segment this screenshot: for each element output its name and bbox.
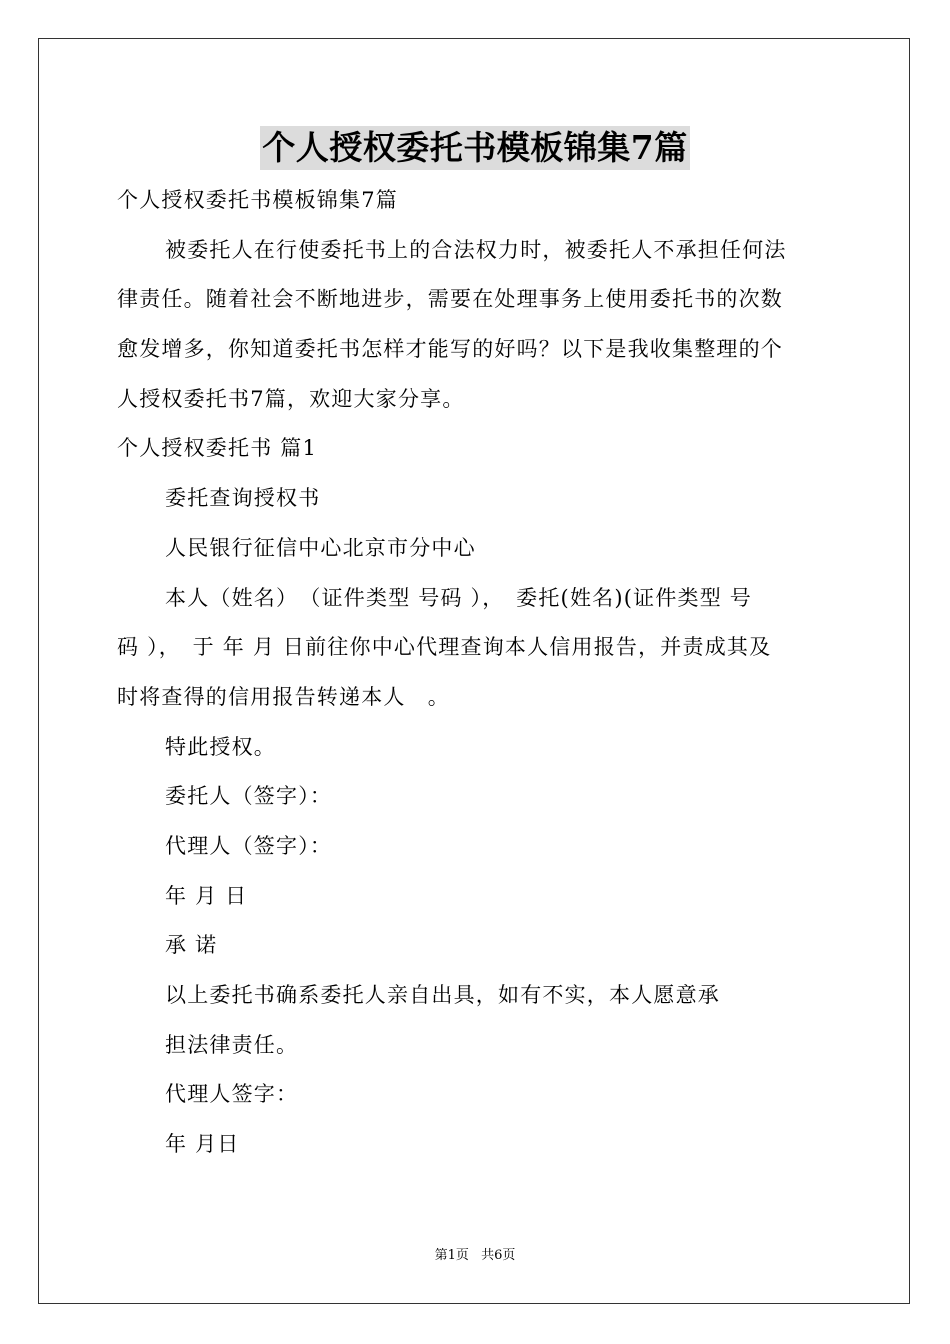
paragraph-line: 年 月 日 xyxy=(165,883,248,908)
paragraph-line: 人授权委托书7篇，欢迎大家分享。 xyxy=(117,386,465,411)
paragraph-line: 本人（姓名） （证件类型 号码 ）， 委托(姓名)(证件类型 号 xyxy=(165,585,753,610)
paragraph-line: 承 诺 xyxy=(165,933,218,958)
paragraph-line: 律责任。随着社会不断地进步，需要在处理事务上使用委托书的次数 xyxy=(117,287,783,312)
paragraph-line: 个人授权委托书模板锦集7篇 xyxy=(117,188,398,212)
title-container xyxy=(0,126,950,170)
paragraph-line: 时将查得的信用报告转递本人 。 xyxy=(117,684,450,709)
document-body xyxy=(117,176,833,1170)
paragraph-line: 以上委托书确系委托人亲自出具，如有不实，本人愿意承 xyxy=(165,983,720,1007)
paragraph-line: 委托查询授权书 xyxy=(165,486,321,511)
paragraph-line: 码 ）， 于 年 月 日前往你中心代理查询本人信用报告，并责成其及 xyxy=(117,635,772,660)
paragraph-line: 年 月日 xyxy=(165,1132,240,1157)
page-footer xyxy=(0,1246,950,1266)
paragraph-line: 人民银行征信中心北京市分中心 xyxy=(165,535,476,560)
paragraph-line: 代理人签字： xyxy=(165,1082,299,1107)
paragraph-line: 愈发增多，你知道委托书怎样才能写的好吗？以下是我收集整理的个 xyxy=(117,337,783,362)
paragraph-line: 担法律责任。 xyxy=(165,1032,299,1057)
paragraph-line: 被委托人在行使委托书上的合法权力时，被委托人不承担任何法 xyxy=(165,237,787,262)
page-number-current: 第1页 xyxy=(434,1248,469,1263)
paragraph-line: 代理人（签字）： xyxy=(165,833,333,858)
paragraph-line: 委托人（签字）： xyxy=(165,784,333,809)
paragraph-line: 个人授权委托书 篇1 xyxy=(117,436,318,461)
paragraph-line: 特此授权。 xyxy=(165,734,276,759)
document-title: 个人授权委托书模板锦集7篇 xyxy=(260,126,689,170)
page-number-total: 共6页 xyxy=(481,1248,516,1263)
